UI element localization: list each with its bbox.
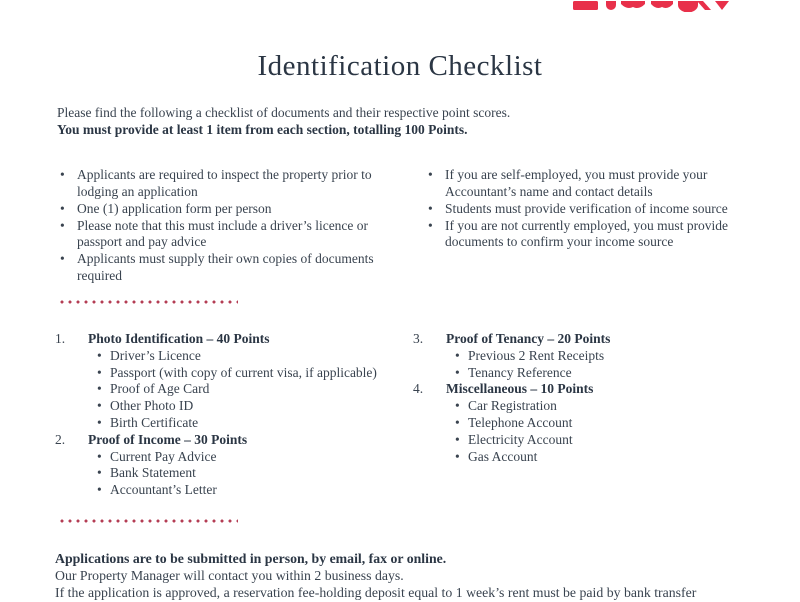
section-heading-row [55,432,410,449]
checklist-section [55,331,410,432]
checklist-section [55,432,410,499]
section-items [413,348,793,382]
checklist-left-column [55,331,410,499]
list-item: • Students must provide verification of income source [416,201,776,218]
dotted-divider-top [58,300,238,304]
footer-line-3: If the application is approved, a reservation fee-holding deposit equal to 1 week’s rent must be paid by bank transfer [55,585,697,601]
section-number: 1. [55,331,66,346]
list-item: • Applicants are required to inspect the property prior to lodging an application [48,167,408,200]
page-title: Identification Checklist [257,50,543,82]
footer-paragraph [55,550,800,602]
general-notes-left-list [48,167,408,285]
section-heading: Proof of Income – 30 Points [88,431,248,447]
dotted-divider-bottom [58,519,238,523]
list-item: • Passport (with copy of current visa, if applicable) [97,365,410,382]
list-item: • Proof of Age Card [97,381,410,398]
intro-line-1: Please find the following a checklist of documents and their respective point scores. [57,105,511,120]
list-item: • If you are not currently employed, you must provide documents to confirm your income source [416,218,776,251]
general-notes-right-list [416,167,776,251]
checklist-right-column [413,331,793,465]
section-heading-row [55,331,410,348]
list-item: • Current Pay Advice [97,449,410,466]
section-heading: Miscellaneous – 10 Points [446,381,594,397]
list-item: • Previous 2 Rent Receipts [455,348,793,365]
section-items [413,398,793,465]
brand-logo [573,0,731,12]
section-heading: Photo Identification – 40 Points [88,331,270,346]
section-number: 3. [413,331,424,346]
section-heading-row [413,381,793,398]
list-item: • Bank Statement [97,465,410,482]
list-item: • Other Photo ID [97,398,410,415]
section-items [55,348,410,432]
list-item: • Please note that this must include a driver’s licence or passport and pay advice [48,218,408,251]
list-item: • Gas Account [455,449,793,466]
checklist-section [413,331,793,381]
list-item: • If you are self-employed, you must provide your Accountant’s name and contact details [416,167,776,200]
list-item: • One (1) application form per person [48,201,408,218]
list-item: • Electricity Account [455,432,793,449]
intro-paragraph [57,104,617,138]
list-item: • Accountant’s Letter [97,482,410,499]
footer-line-2: Our Property Manager will contact you within 2 business days. [55,568,404,584]
footer-line-1: Applications are to be submitted in person, by email, fax or online. [55,551,447,566]
brand-logo-icon [573,1,731,12]
list-item: • Applicants must supply their own copies of documents required [48,251,408,284]
section-heading-row [413,331,793,348]
intro-line-2: You must provide at least 1 item from each section, totalling 100 Points. [57,122,468,137]
list-item: • Car Registration [455,398,793,415]
section-number: 2. [55,431,66,447]
checklist-section [413,381,793,465]
general-notes-left [48,167,408,285]
list-item: • Driver’s Licence [97,348,410,365]
list-item: • Birth Certificate [97,415,410,432]
general-notes-right [416,167,776,251]
list-item: • Tenancy Reference [455,365,793,382]
section-items [55,449,410,499]
list-item: • Telephone Account [455,415,793,432]
section-heading: Proof of Tenancy – 20 Points [446,331,611,346]
section-number: 4. [413,381,424,397]
